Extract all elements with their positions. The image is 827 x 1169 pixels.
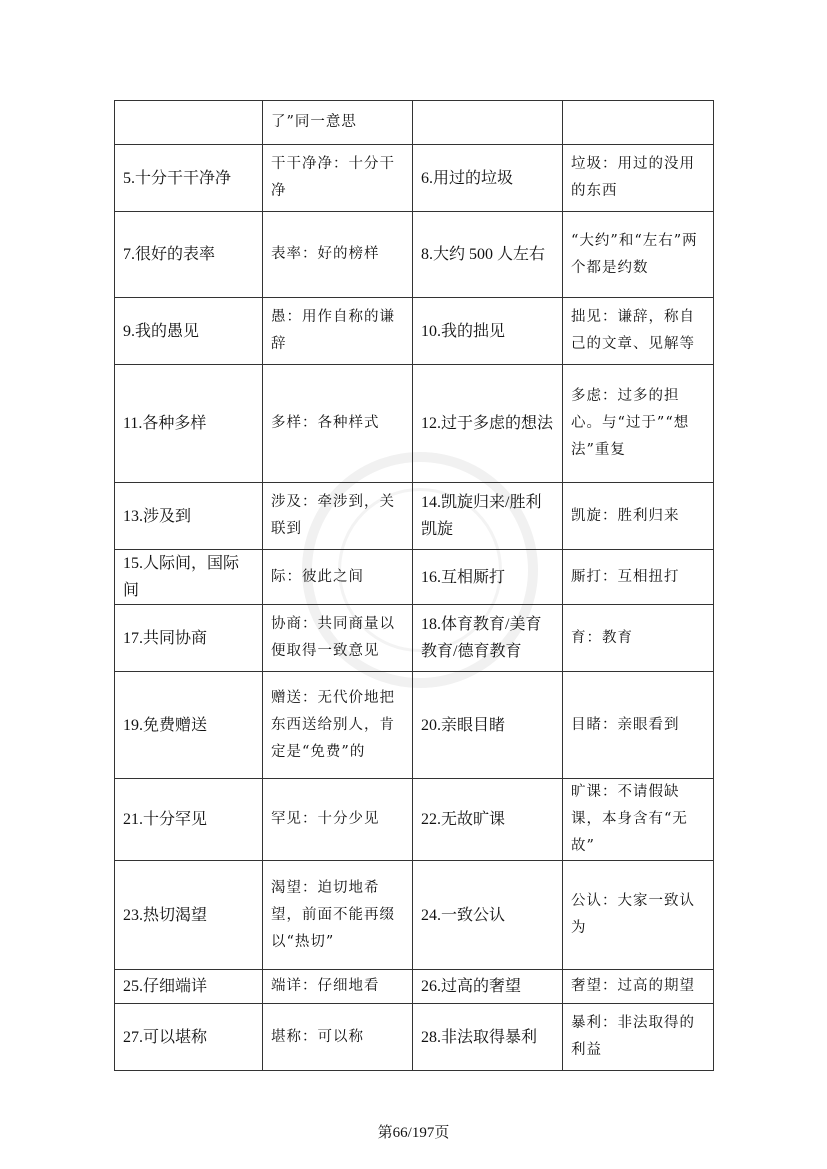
- cell-explanation: 赠送：无代价地把东西送给别人，肯定是“免费”的: [263, 672, 413, 779]
- cell-phrase: 13.涉及到: [115, 483, 263, 550]
- table-row: [115, 298, 714, 365]
- cell-phrase: 7.很好的表率: [115, 212, 263, 298]
- cell-phrase: 18.体育教育/美育教育/德育教育: [413, 605, 563, 672]
- table-row: [115, 101, 714, 145]
- cell-explanation: 暴利：非法取得的利益: [563, 1004, 714, 1071]
- cell-explanation: 公认：大家一致认为: [563, 861, 714, 970]
- cell-explanation: 凯旋：胜利归来: [563, 483, 714, 550]
- cell-explanation: 旷课：不请假缺课，本身含有“无故”: [563, 779, 714, 861]
- cell-phrase: 27.可以堪称: [115, 1004, 263, 1071]
- cell-phrase: 10.我的拙见: [413, 298, 563, 365]
- table-row: [115, 145, 714, 212]
- cell-phrase: 12.过于多虑的想法: [413, 365, 563, 483]
- table-row: [115, 861, 714, 970]
- cell-explanation: 表率：好的榜样: [263, 212, 413, 298]
- cell-phrase: 24.一致公认: [413, 861, 563, 970]
- cell-phrase: 14.凯旋归来/胜利凯旋: [413, 483, 563, 550]
- cell-phrase: 16.互相厮打: [413, 550, 563, 605]
- cell-explanation: 目睹：亲眼看到: [563, 672, 714, 779]
- cell-phrase: 17.共同协商: [115, 605, 263, 672]
- cell-phrase: [115, 101, 263, 145]
- cell-explanation: [563, 101, 714, 145]
- cell-phrase: 21.十分罕见: [115, 779, 263, 861]
- cell-phrase: 6.用过的垃圾: [413, 145, 563, 212]
- cell-explanation: “大约”和“左右”两个都是约数: [563, 212, 714, 298]
- cell-phrase: 28.非法取得暴利: [413, 1004, 563, 1071]
- cell-phrase: 8.大约 500 人左右: [413, 212, 563, 298]
- cell-explanation: 多样：各种样式: [263, 365, 413, 483]
- cell-phrase: 22.无故旷课: [413, 779, 563, 861]
- cell-explanation: 干干净净：十分干净: [263, 145, 413, 212]
- cell-explanation: 育：教育: [563, 605, 714, 672]
- idiom-redundancy-table: [114, 100, 714, 1071]
- cell-explanation: 罕见：十分少见: [263, 779, 413, 861]
- cell-explanation: 愚：用作自称的谦辞: [263, 298, 413, 365]
- cell-explanation: 涉及：牵涉到，关联到: [263, 483, 413, 550]
- cell-explanation: 渴望：迫切地希望，前面不能再缀以“热切”: [263, 861, 413, 970]
- cell-explanation: 垃圾：用过的没用的东西: [563, 145, 714, 212]
- cell-explanation: 多虑：过多的担心。与“过于”“想法”重复: [563, 365, 714, 483]
- cell-explanation: 拙见：谦辞，称自己的文章、见解等: [563, 298, 714, 365]
- cell-phrase: 15.人际间，国际间: [115, 550, 263, 605]
- cell-phrase: 20.亲眼目睹: [413, 672, 563, 779]
- cell-phrase: 11.各种多样: [115, 365, 263, 483]
- cell-explanation: 了”同一意思: [263, 101, 413, 145]
- cell-phrase: 5.十分干干净净: [115, 145, 263, 212]
- table-row: [115, 779, 714, 861]
- cell-explanation: 际：彼此之间: [263, 550, 413, 605]
- cell-phrase: [413, 101, 563, 145]
- table-row: [115, 1004, 714, 1071]
- table-row: [115, 483, 714, 550]
- table-row: [115, 212, 714, 298]
- cell-explanation: 协商：共同商量以便取得一致意见: [263, 605, 413, 672]
- page-number: 第66/197页: [377, 1125, 450, 1141]
- cell-phrase: 9.我的愚见: [115, 298, 263, 365]
- cell-explanation: 厮打：互相扭打: [563, 550, 714, 605]
- cell-explanation: 端详：仔细地看: [263, 970, 413, 1004]
- table-row: [115, 605, 714, 672]
- cell-phrase: 26.过高的奢望: [413, 970, 563, 1004]
- cell-phrase: 19.免费赠送: [115, 672, 263, 779]
- cell-phrase: 23.热切渴望: [115, 861, 263, 970]
- cell-explanation: 堪称：可以称: [263, 1004, 413, 1071]
- table-row: [115, 970, 714, 1004]
- table-row: [115, 672, 714, 779]
- cell-explanation: 奢望：过高的期望: [563, 970, 714, 1004]
- cell-phrase: 25.仔细端详: [115, 970, 263, 1004]
- table-row: [115, 365, 714, 483]
- table-row: [115, 550, 714, 605]
